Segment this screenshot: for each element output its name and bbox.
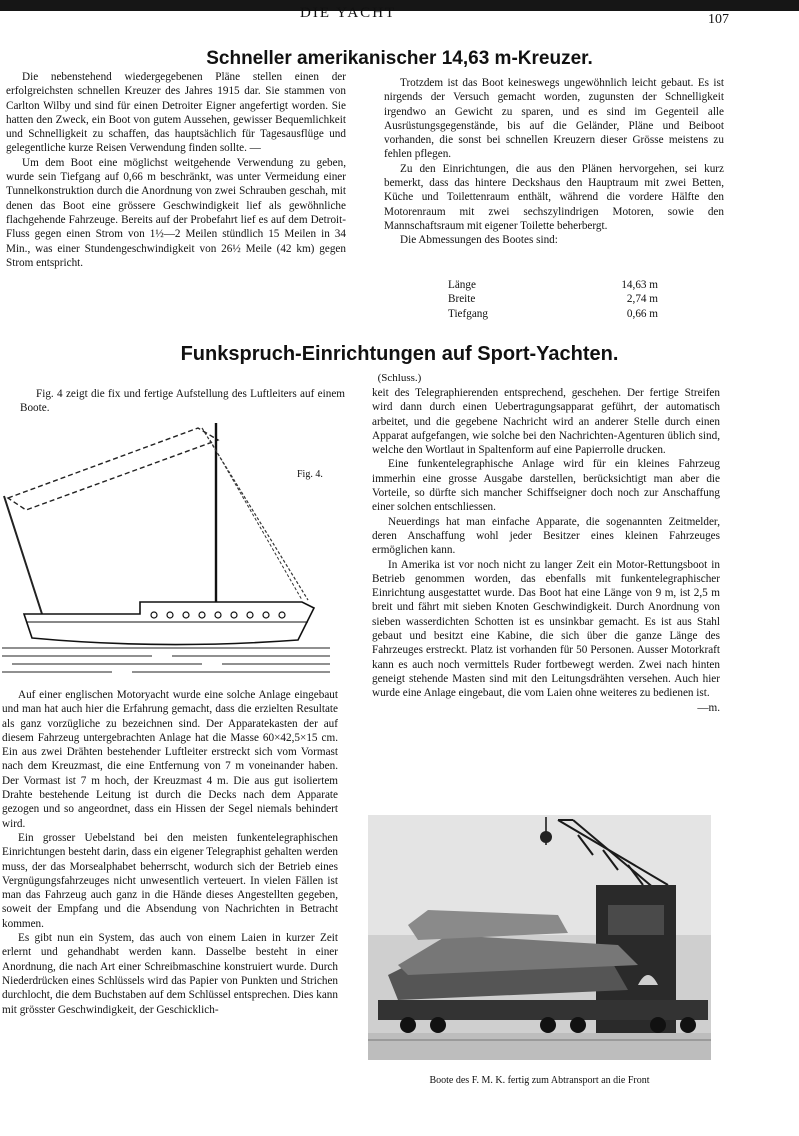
dimension-row — [448, 278, 658, 292]
top-edge-bar — [0, 0, 799, 11]
dimension-value: 0,66 m — [626, 307, 658, 320]
article2-right-paragraph: keit des Telegraphierenden entsprechend, geschehen. Der fertige Streifen wird dann durch einen Uebertragungsapparat geführt, der automatisch arbeitet, und die gegebene Nachricht wird an anderer Stelle durch einen Apparat aufgefangen, wie solche bei den Nachrichten-Agenturen üblich sind, welche den Wortlaut in Spaltenform auf eine Papierrolle drucken. — [372, 387, 720, 457]
dimension-value: 2,74 m — [626, 293, 658, 306]
dimension-row — [448, 307, 658, 321]
article2-left-column — [2, 688, 338, 1017]
sail-outline — [8, 428, 218, 510]
article1-right-paragraph: Trotzdem ist das Boot keineswegs ungewöhnlich leicht gebaut. Es ist nirgends der Versuch gemacht worden, zugunsten der Schnelligkeit irgendwo an Gewicht zu sparen, und es sind im Gegenteil alle Ausrüstungsgegenstände, bis auf die Geländer, Pläne und Beiboot vorhanden, die sonst bei schnellen Kreuzern dieser Grösse meistens zu fehlen pflegen. — [384, 77, 724, 161]
dimension-label: Länge — [448, 279, 476, 291]
dimensions-table — [448, 278, 658, 321]
article2-right-paragraph: In Amerika ist vor noch nicht zu langer Zeit ein Motor-Rettungsboot in Betrieb genommen worden, das ebenfalls mit funkentelegraphischer Einrichtung ausgestattet wurde. Das Boot hat eine Länge von 9 m, ist 2,5 m breit und fährt mit sieben Knoten Geschwindigkeit. Durch Anordnung von sieben wasserdichten Schotten ist es unsinkbar gemacht. Es ist aus Stahl gebaut und besitzt eine Kabine, die sich über die ganze Länge des Fahrzeuges erstreckt. Platz ist vorhanden für 50 Personen. Ausser Motorkraft kann es auch noch vermittels Ruder fortbewegt werden. Zwei nach hinten geneigt stehende Masten sind mit den Leitungsdrähten versehen. Auch hier wurde eine Anlage eingebaut, die vom Laien ohne weiteres zu bedienen ist. — [372, 558, 720, 700]
article2-left-paragraph: Auf einer englischen Motoryacht wurde eine solche Anlage eingebaut und man hat auch hier die Erfahrung gemacht, dass die erzielten Resultate als ganz vorzügliche zu bezeichnen sind. Der Apparatekasten der auf diesem Fahrzeug untergebrachten Anlage hat die Masse 60×42,5×15 cm. Ein aus zwei Drähten bestehender Luftleiter erstreckt sich vom Vormast nach dem Kreuzmast, die eine Entfernung von 7 m voneinander haben. Der Vormast ist 7 m hoch, der Kreuzmast 4 m. Die aus gut isoliertem Drahte bestehende Leitung ist durch die Decks nach dem Apparate gezogen und so angeordnet, dass ein Hissen der Segel niemals behindert wird. — [2, 689, 338, 830]
article2-intro-text: Fig. 4 zeigt die fix und fertige Aufstellung des Luftleiters auf einem Boote. — [20, 388, 345, 415]
dimension-label: Breite — [448, 293, 476, 306]
photo-image — [368, 815, 711, 1060]
article2-signature: —m. — [697, 701, 720, 714]
article1-left-column — [6, 70, 346, 270]
water-lines — [2, 648, 330, 672]
dimension-value: 14,63 m — [621, 279, 658, 291]
dimension-row — [448, 292, 658, 306]
article1-right-paragraph: Die Abmessungen des Bootes sind: — [400, 234, 558, 247]
article1-left-paragraph: Um dem Boot eine möglichst weitgehende Verwendung zu geben, wurde sein Tiefgang auf 0,66 m beschränkt, was unter Vermeidung einer Tunnelkonstruktion durch die Anordnung von zwei Schrauben geschah, mit denen das Boot eine grössere Geschwindigkeit lief als gewöhnliche flachgehende Fahrzeuge. Bereits auf der Probefahrt lief es auf dem Detroit-Fluss gegen einen Strom von 1½—2 Meilen stündlich 15 Meilen in 34 Min., was einer Stundengeschwindigkeit von 26½ Meile (42 km) gegen Strom entspricht. — [6, 156, 346, 269]
boat-hull — [24, 602, 314, 645]
yard-spar — [4, 496, 42, 614]
page-number: 107 — [708, 12, 729, 27]
article1-title: Schneller amerikanischer 14,63 m-Kreuzer. — [206, 48, 593, 69]
article2-title: Funkspruch-Einrichtungen auf Sport-Yachten. — [180, 343, 619, 365]
rigging-line — [210, 440, 302, 600]
article2-right-paragraph: Neuerdings hat man einfache Apparate, die sogenannten Zeitmelder, deren Anschaffung wohl jeder Besitzer eines kleinen Fahrzeuges ermöglichen kann. — [372, 515, 720, 557]
article2-intro — [20, 387, 345, 416]
running-title: DIE YACHT — [300, 5, 397, 21]
boat-antenna-drawing — [2, 418, 332, 688]
portholes — [151, 612, 285, 618]
article1-right-paragraph: Zu den Einrichtungen, die aus den Plänen hervorgehen, sei kurz bemerkt, dass das hintere Deckshaus den Hauptraum mit zwei Betten, Küche und Toilettenraum enthält, während die vordere Hälfte den Motorenraum mit zwei sechszylindrigen Motoren, sowie den Mannschaftsraum mit eigener Toilette beherbergt. — [384, 162, 724, 232]
article1-right-column — [384, 76, 724, 248]
article2-subtitle: (Schluss.) — [377, 372, 422, 384]
article1-left-paragraph: Die nebenstehend wiedergegebenen Pläne stellen einen der erfolgreichsten schnellen Kreuzer des Jahres 1915 dar. Sie stammen von Carlton Wilby und sind für einen Detroiter Eigner angefertigt worden. Sie hatten den Zweck, ein Boot von gutem Aussehen, gewisser Bequemlichkeit und Schnelligkeit zu schaffen, das hauptsächlich für Tagesausflüge und gelegentliche kurze Reisen Verwendung finden sollte. — — [6, 71, 346, 155]
dimension-label: Tiefgang — [448, 307, 488, 320]
article2-left-paragraph: Ein grosser Uebelstand bei den meisten funkentelegraphischen Einrichtungen besteht darin, dass ein eigener Telegraphist gehalten werden muss, der das Morsealphabet beherrscht, wodurch sich der Betrieb eines Vergnügungsfahrzeuges nicht unwesentlich verteuert. In vielen Fällen ist man das Fahrzeug auch ganz in die Hände dieses Angestellten gegeben, soweit der Empfang und die Absendung von Nachrichten in Betracht kommen. — [2, 831, 338, 930]
photo-boats-crane — [368, 815, 711, 1060]
article2-left-paragraph: Es gibt nun ein System, das auch von einem Laien in kurzer Zeit erlernt und gehandhabt werden kann. Dasselbe besteht in einer Anordnung, die nach Art einer Schreibmaschine konstruiert wurde. Durch Niederdrücken eines Schlüssels wird das Papier von Punkten und Strichen durchlocht, die dem Buchstaben auf dem Schlüssel entsprechen. Dies kann mit grösster Geschwindigkeit, der Geschicklich- — [2, 932, 338, 1016]
figure-caption: Fig. 4. — [297, 469, 323, 480]
article2-right-paragraph: Eine funkentelegraphische Anlage wird für ein kleines Fahrzeug immerhin eine grosse Ausgabe darstellen, berücksichtigt man aber die Vorteile, so dürfte sich mancher Schiffseigner doch noch zur Anschaffung einer solchen entschliessen. — [372, 458, 720, 514]
article2-right-column — [372, 386, 720, 715]
photo-caption: Boote des F. M. K. fertig zum Abtransport an die Front — [429, 1075, 650, 1086]
